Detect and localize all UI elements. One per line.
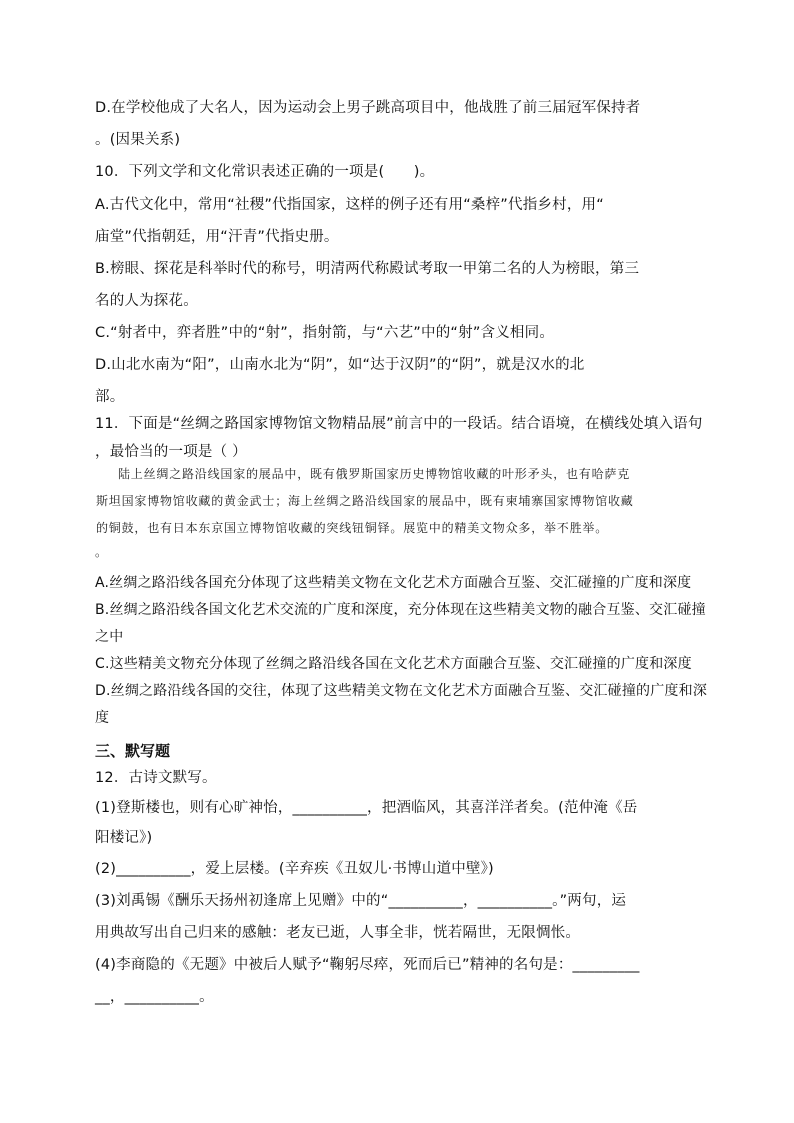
q11-option-b-line1: B.丝绸之路沿线各国文化艺术交流的广度和深度，充分体现在这些精美文物的融合互鉴、交汇碰撞 bbox=[95, 602, 706, 618]
q11-option-c: C.这些精美文物充分体现了丝绸之路沿线各国在文化艺术方面融合互鉴、交汇碰撞的广度和深度 bbox=[95, 656, 692, 672]
q11-stem-line1: 11．下面是“丝绸之路国家博物馆文物精品展”前言中的一段话。结合语境，在横线处填入语句 bbox=[95, 416, 703, 432]
q9-option-d-line1: D.在学校他成了大名人，因为运动会上男子跳高项目中，他战胜了前三届冠军保持者 bbox=[95, 100, 641, 116]
q12-part3-line1: (3)刘禹锡《酬乐天扬州初逢席上见赠》中的“__________，__________。”两句，运 bbox=[95, 893, 627, 909]
q11-option-a: A.丝绸之路沿线各国充分体现了这些精美文物在文化艺术方面融合互鉴、交汇碰撞的广度和深度 bbox=[95, 575, 692, 591]
q12-part4-line1: (4)李商隐的《无题》中被后人赋予“鞠躬尽瘁，死而后已”精神的名句是：_________ bbox=[95, 957, 640, 973]
q12-stem: 12．古诗文默写。 bbox=[95, 770, 217, 786]
q10-option-b-line2: 名的人为探花。 bbox=[95, 293, 198, 309]
q11-option-b-line2: 之中 bbox=[95, 629, 124, 645]
q11-blank-end: 。 bbox=[95, 545, 108, 559]
q9-option-d-line2: 。(因果关系) bbox=[95, 132, 181, 148]
q12-part4-line2: __，__________。 bbox=[95, 989, 214, 1005]
q12-part3-line2: 用典故写出自己归来的感触：老友已逝，人事全非，恍若隔世，无限惆怅。 bbox=[95, 925, 581, 941]
q12-part1-line2: 阳楼记》) bbox=[95, 830, 153, 846]
q11-excerpt-line3: 的铜鼓，也有日本东京国立博物馆收藏的突线钮铜铎。展览中的精美文物众多，举不胜举。 bbox=[96, 521, 609, 535]
q11-stem-line2: ，最恰当的一项是（ ） bbox=[95, 444, 247, 460]
q10-option-d-line2: 部。 bbox=[95, 389, 125, 405]
q10-option-d-line1: D.山北水南为“阳”，山南水北为“阴”，如“达于汉阴”的“阴”，就是汉水的北 bbox=[95, 357, 585, 373]
q10-option-c: C.“射者中，弈者胜”中的“射”，指射箭，与“六艺”中的“射”含义相同。 bbox=[95, 325, 555, 341]
q11-option-d-line1: D.丝绸之路沿线各国的交往，体现了这些精美文物在文化艺术方面融合互鉴、交汇碰撞的广度和深 bbox=[95, 683, 708, 699]
q11-excerpt-line1: 陆上丝绸之路沿线国家的展品中，既有俄罗斯国家历史博物馆收藏的叶形矛头，也有哈萨克 bbox=[118, 467, 631, 481]
q10-option-a-line1: A.古代文化中，常用“社稷”代指国家，这样的例子还有用“桑梓”代指乡村，用“ bbox=[95, 197, 604, 213]
q12-part2: (2)__________，爱上层楼。(辛弃疾《丑奴儿·书博山道中壁》) bbox=[95, 861, 494, 877]
q11-option-d-line2: 度 bbox=[95, 710, 110, 726]
section-heading: 三、默写题 bbox=[95, 742, 171, 760]
q12-part1-line1: (1)登斯楼也，则有心旷神怡，__________，把酒临风，其喜洋洋者矣。(范仲淹《岳 bbox=[95, 800, 638, 816]
q11-excerpt-line2: 斯坦国家博物馆收藏的黄金武士；海上丝绸之路沿线国家的展品中，既有柬埔寨国家博物馆收藏 bbox=[96, 494, 634, 508]
q10-option-a-line2: 庙堂”代指朝廷，用“汗青”代指史册。 bbox=[95, 229, 339, 245]
q10-option-b-line1: B.榜眼、探花是科举时代的称号，明清两代称殿试考取一甲第二名的人为榜眼，第三 bbox=[95, 261, 640, 277]
q10-stem: 10．下列文学和文化常识表述正确的一项是( )。 bbox=[95, 164, 435, 180]
